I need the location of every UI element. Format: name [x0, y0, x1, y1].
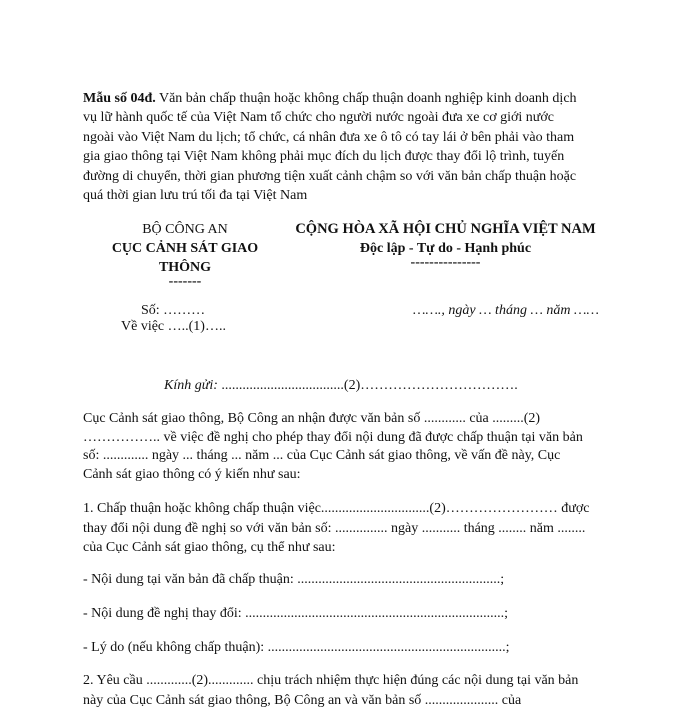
body-paragraph-requirement — [83, 671, 623, 710]
form-title-text: Văn bản chấp thuận hoặc không chấp thuận doanh nghiệp kinh doanh dịch — [156, 91, 577, 106]
form-title-line-4: gia giao thông tại Việt Nam không phải mục đích du lịch được thay đổi lộ trình, tuyến — [83, 147, 623, 166]
item-requested-text: - Nội dung đề nghị thay đổi: ..........................................................................; — [83, 604, 623, 624]
item-rejection-reason — [83, 638, 623, 658]
decision-line-2: thay đổi nội dung đề nghị so với văn bản số: ............... ngày ........... tháng ........ năm ........ — [83, 519, 623, 539]
requirement-line-2: này của Cục Cảnh sát giao thông, Bộ Công an và văn bản số ..................... của — [83, 691, 623, 710]
body-intro-line-4: Cảnh sát giao thông có ý kiến như sau: — [83, 466, 623, 485]
issuing-authority-header — [100, 220, 270, 287]
decision-line-1: 1. Chấp thuận hoặc không chấp thuận việc...............................(2)…………………… được — [83, 499, 623, 519]
department-name-line-2: THÔNG — [100, 258, 270, 277]
requirement-line-1: 2. Yêu cầu .............(2)............. chịu trách nhiệm thực hiện đúng các nội dung tại văn bản — [83, 671, 623, 691]
recipient-value: ...................................(2)……………………………. — [218, 378, 518, 393]
ministry-name: BỘ CÔNG AN — [100, 220, 270, 239]
body-paragraph-intro — [83, 410, 623, 484]
document-date-line: ……., ngày … tháng … năm …… — [413, 301, 599, 320]
body-intro-line-2: …………….. về việc đề nghị cho phép thay đổi nội dung đã được chấp thuận tại văn bản — [83, 429, 623, 448]
item-reason-text: - Lý do (nếu không chấp thuận): ....................................................................; — [83, 638, 623, 658]
document-subject: Về việc …..(1)….. — [121, 317, 226, 336]
item-approved-content — [83, 570, 623, 590]
form-title-line-5: đường di chuyển, thời gian phương tiện xuất cảnh chậm so với văn bản chấp thuận hoặc — [83, 167, 623, 186]
item-requested-change — [83, 604, 623, 624]
recipient-label: Kính gửi: — [164, 378, 218, 393]
national-motto: Độc lập - Tự do - Hạnh phúc — [283, 239, 608, 258]
department-name-line-1: CỤC CẢNH SÁT GIAO — [100, 239, 270, 258]
body-intro-line-3: số: ............. ngày ... tháng ... năm ... của Cục Cảnh sát giao thông, về vấn đề này, Cục — [83, 447, 623, 466]
form-title-line-1 — [83, 89, 623, 108]
right-header-divider: --------------- — [283, 258, 608, 268]
body-intro-line-1: Cục Cảnh sát giao thông, Bộ Công an nhận được văn bản số ............ của .........(2) — [83, 410, 623, 429]
item-approved-text: - Nội dung tại văn bản đã chấp thuận: ..........................................................; — [83, 570, 623, 590]
form-title-line-6: quá thời gian lưu trú tối đa tại Việt Nam — [83, 186, 623, 205]
left-header-divider: ------- — [100, 277, 270, 287]
form-title-paragraph — [83, 89, 623, 205]
national-header — [283, 220, 608, 268]
country-name: CỘNG HÒA XÃ HỘI CHỦ NGHĨA VIỆT NAM — [283, 220, 608, 239]
body-paragraph-decision — [83, 499, 623, 558]
form-title-line-2: vụ lữ hành quốc tế của Việt Nam tổ chức cho người nước ngoài đưa xe cơ giới nước — [83, 108, 623, 127]
form-title-line-3: ngoài vào Việt Nam du lịch; tổ chức, cá nhân đưa xe ô tô có tay lái ở bên phải vào tham — [83, 128, 623, 147]
decision-line-3: của Cục Cảnh sát giao thông, cụ thể như sau: — [83, 538, 623, 558]
form-number-label: Mẫu số 04đ. — [83, 91, 156, 106]
recipient-line — [164, 376, 518, 395]
document-number: Số: ……… — [141, 301, 205, 320]
